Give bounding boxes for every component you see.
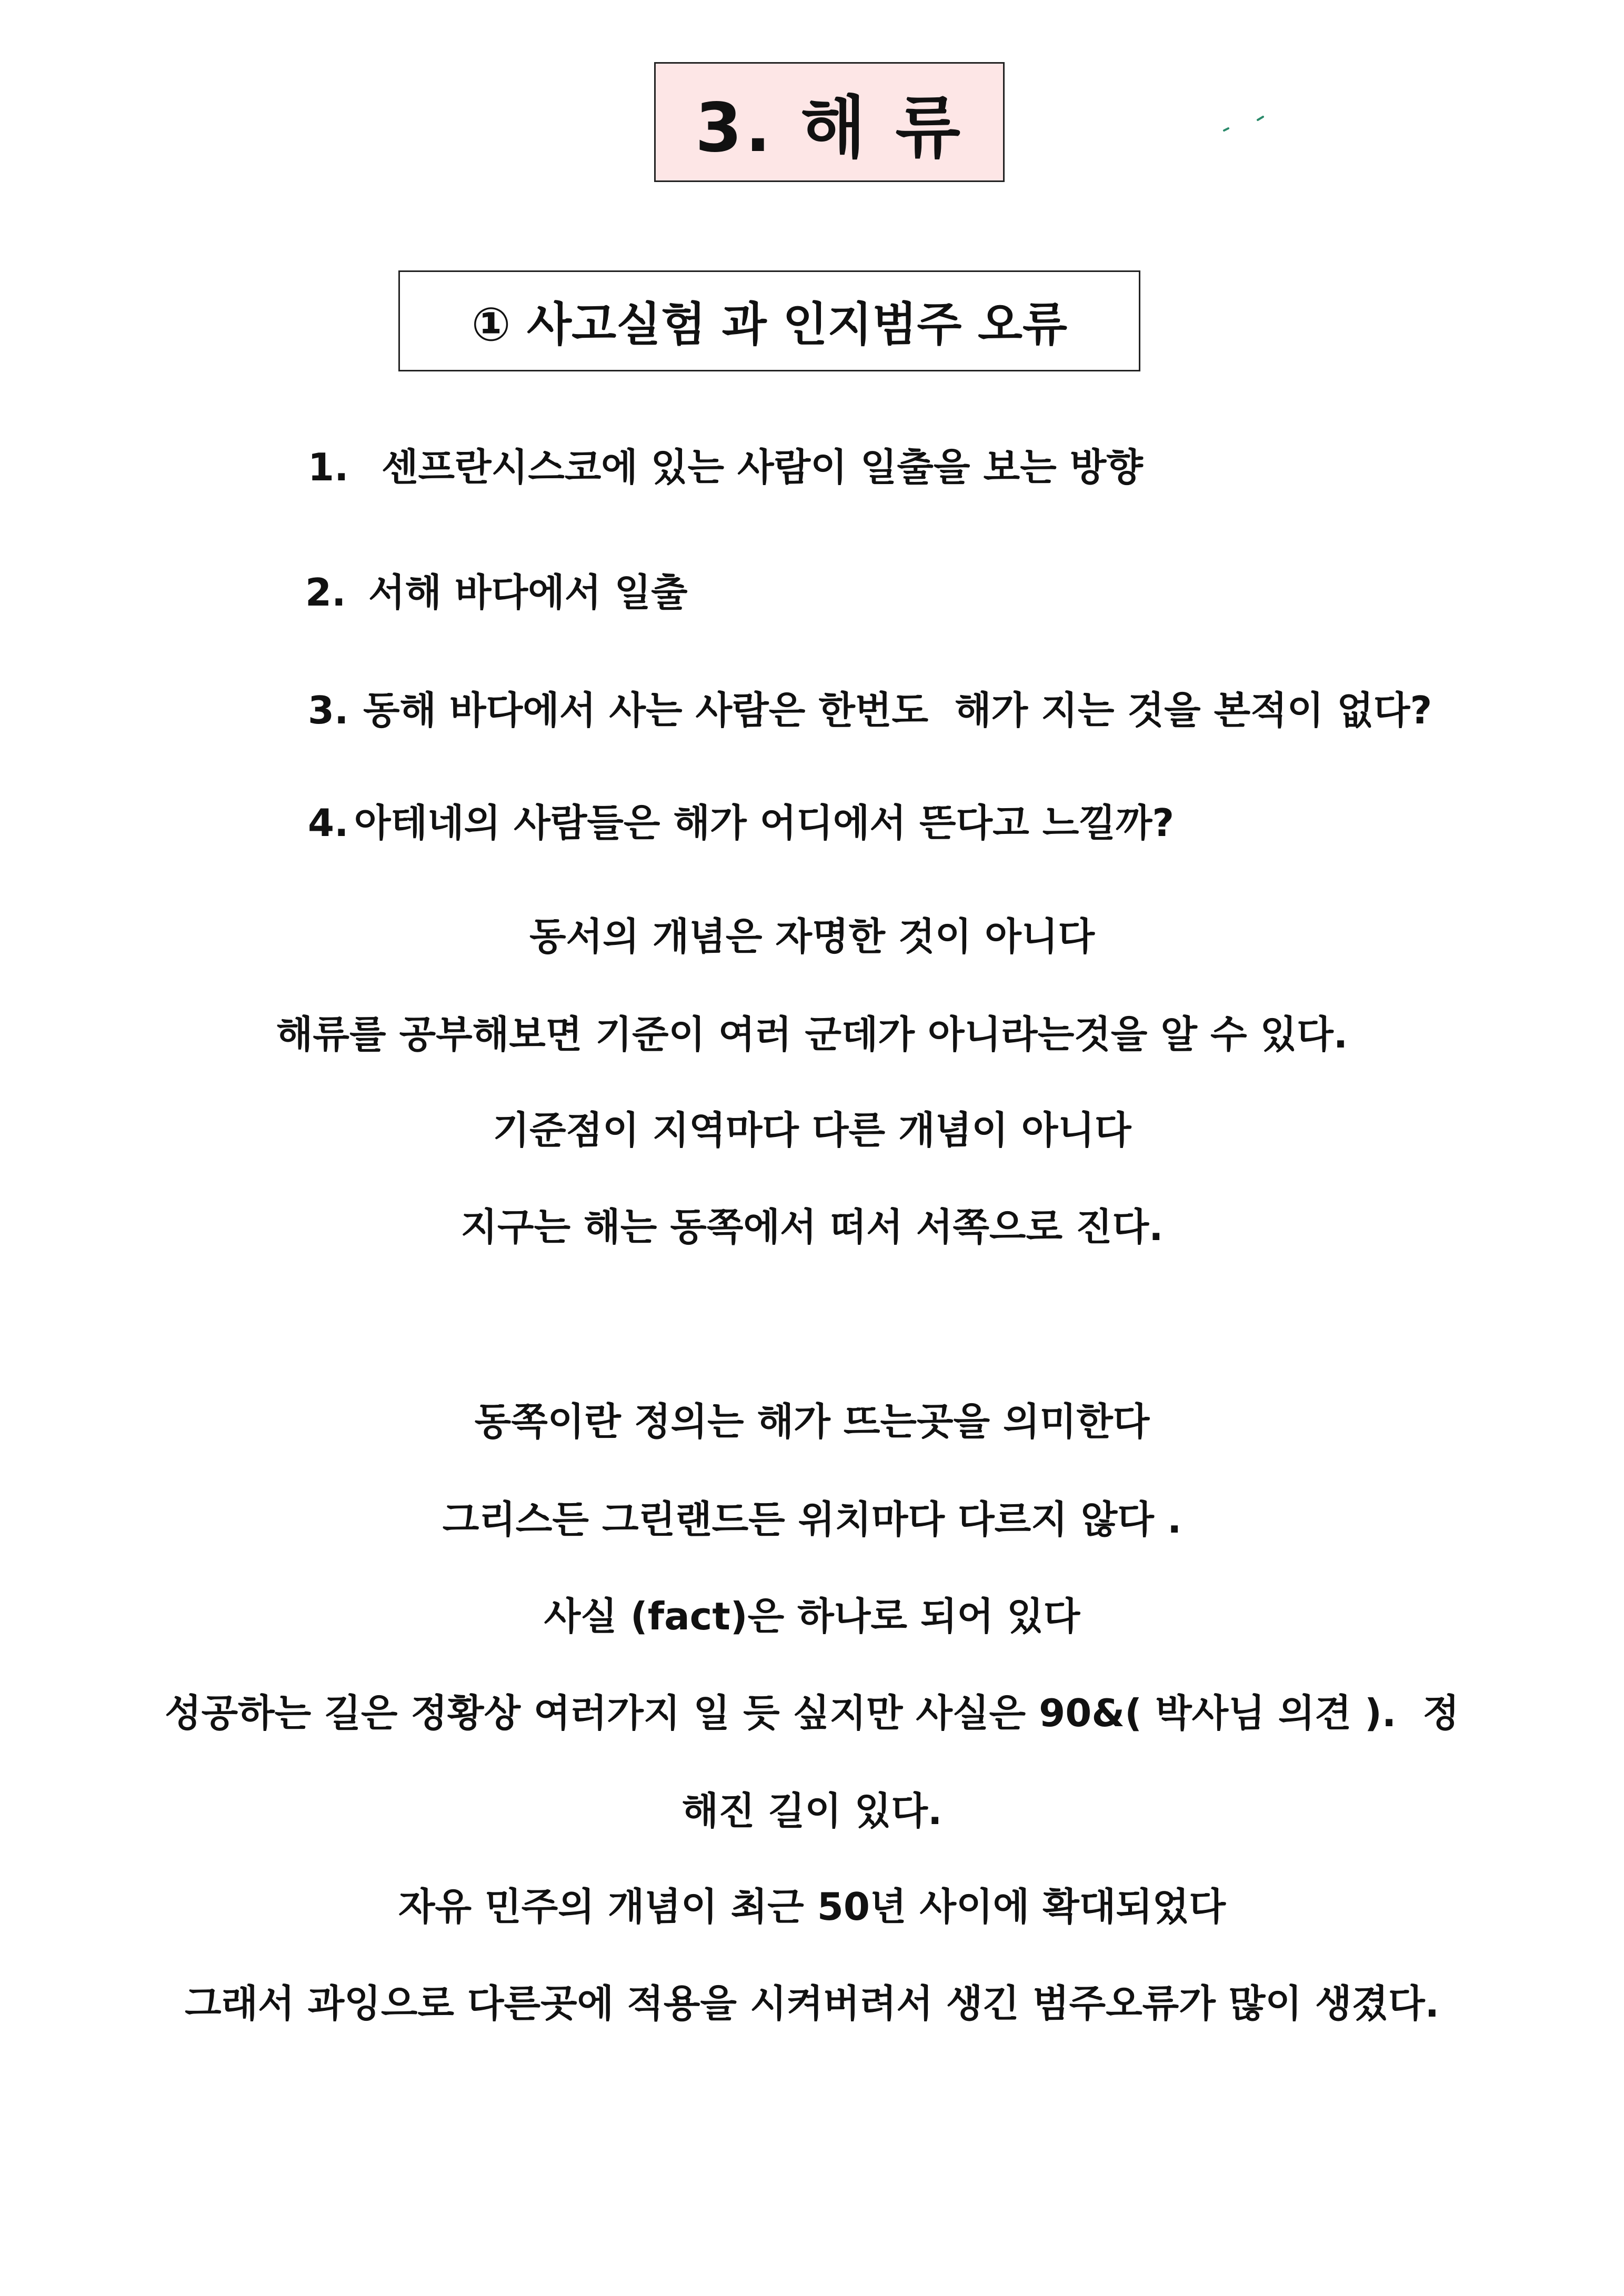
body-line: 사실 (fact)은 하나로 되어 있다 — [544, 1594, 1080, 1638]
body-line: 성공하는 길은 정황상 여러가지 일 듯 싶지만 사실은 90&( 박사님 의견 ). 정 — [165, 1691, 1459, 1735]
body-line: 기준점이 지역마다 다른 개념이 아니다 — [493, 1108, 1131, 1152]
body-line: 해류를 공부해보면 기준이 여러 군데가 아니라는것을 알 수 있다. — [276, 1012, 1348, 1056]
decorative-marks-icon — [1221, 113, 1268, 134]
list-item-number: 2. — [305, 570, 346, 615]
list-item — [308, 445, 1143, 489]
body-line: 해진 길이 있다. — [681, 1789, 943, 1833]
section-subtitle: ① 사고실험 과 인지범주 오류 — [398, 270, 1140, 371]
list-item-text: 아테네의 사람들은 해가 어디에서 뜬다고 느낄까? — [354, 801, 1175, 845]
body-line: 지구는 해는 동쪽에서 떠서 서쪽으로 진다. — [460, 1205, 1164, 1249]
body-line: 그래서 과잉으로 다른곳에 적용을 시켜버려서 생긴 범주오류가 많이 생겼다. — [185, 1981, 1439, 2026]
body-line: 동쪽이란 정의는 해가 뜨는곳을 의미한다 — [474, 1399, 1150, 1444]
list-item-number: 3. — [308, 688, 349, 732]
body-line: 자유 민주의 개념이 최근 50년 사이에 확대되었다 — [398, 1885, 1226, 1929]
page-title: 3. 해 류 — [654, 62, 1005, 182]
body-line: 그리스든 그린랜드든 위치마다 다르지 않다 . — [442, 1497, 1182, 1542]
list-item-text: 센프란시스코에 있는 사람이 일출을 보는 방향 — [382, 445, 1143, 489]
list-item-text: 서해 바다에서 일출 — [368, 570, 688, 615]
list-item-text: 동해 바다에서 사는 사람은 한번도 해가 지는 것을 본적이 없다? — [363, 688, 1432, 732]
list-item — [308, 801, 1175, 845]
list-item — [305, 570, 688, 615]
list-item-number: 1. — [308, 445, 349, 489]
list-item-number: 4. — [308, 801, 349, 845]
body-line: 동서의 개념은 자명한 것이 아니다 — [529, 914, 1095, 959]
list-item — [308, 688, 1432, 732]
